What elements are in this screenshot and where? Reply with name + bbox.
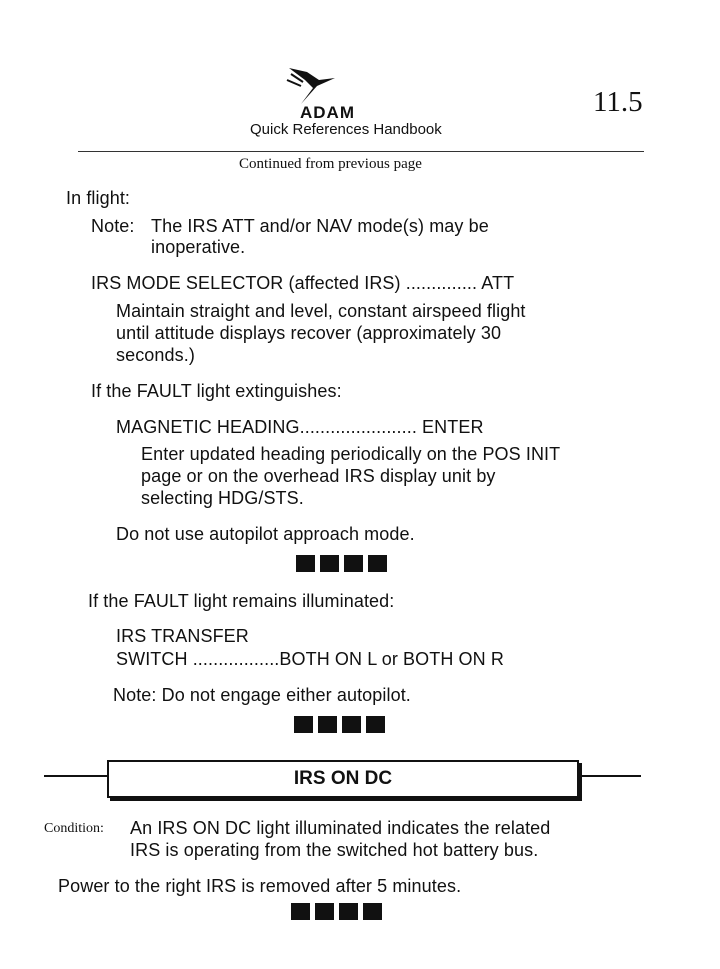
note-text-line2: inoperative. [151, 237, 246, 257]
power-removed-note: Power to the right IRS is removed after 5 minutes. [58, 876, 462, 896]
irs-on-dc-title: IRS ON DC [293, 768, 393, 789]
condition-line2: IRS is operating from the switched hot battery bus. [130, 840, 539, 860]
condition-label: Condition: [44, 821, 104, 836]
end-square [342, 716, 361, 733]
end-square [339, 903, 358, 920]
maintain-text-line1: Maintain straight and level, constant airspeed flight [116, 301, 526, 321]
enter-text-line3: selecting HDG/STS. [141, 488, 304, 508]
continued-from-previous: Continued from previous page [239, 156, 422, 172]
header-divider [78, 151, 644, 152]
end-square [368, 555, 387, 572]
end-marker-squares [294, 716, 385, 733]
condition-line1: An IRS ON DC light illuminated indicates the related [130, 818, 551, 838]
end-square [294, 716, 313, 733]
end-square [315, 903, 334, 920]
end-marker-squares [291, 903, 382, 920]
end-square [363, 903, 382, 920]
section-line-left [44, 775, 107, 777]
enter-text-line1: Enter updated heading periodically on the POS INIT [141, 444, 561, 464]
note-label: Note: [91, 216, 135, 236]
fault-extinguishes-heading: If the FAULT light extinguishes: [91, 381, 342, 401]
adam-bird-logo-icon [283, 66, 343, 108]
fault-illuminated-heading: If the FAULT light remains illuminated: [88, 591, 395, 611]
in-flight-heading: In flight: [66, 188, 131, 208]
irs-transfer-line1: IRS TRANSFER [116, 626, 249, 646]
irs-transfer-switch-step: SWITCH .................BOTH ON L or BOTH ON R [116, 649, 504, 669]
end-square [344, 555, 363, 572]
end-square [366, 716, 385, 733]
note-text-line1: The IRS ATT and/or NAV mode(s) may be [151, 216, 489, 236]
end-square [320, 555, 339, 572]
handbook-subtitle: Quick References Handbook [250, 121, 442, 138]
maintain-text-line2: until attitude displays recover (approximately 30 [116, 323, 502, 343]
end-square [291, 903, 310, 920]
enter-text-line2: page or on the overhead IRS display unit by [141, 466, 496, 486]
section-line-right [579, 775, 641, 777]
end-square [318, 716, 337, 733]
end-square [296, 555, 315, 572]
irs-on-dc-title-box [107, 760, 579, 798]
autopilot-engage-note: Note: Do not engage either autopilot. [113, 685, 411, 705]
end-marker-squares [296, 555, 387, 572]
maintain-text-line3: seconds.) [116, 345, 195, 365]
page-number: 11.5 [593, 86, 643, 118]
autopilot-approach-note: Do not use autopilot approach mode. [116, 524, 415, 544]
magnetic-heading-step: MAGNETIC HEADING....................... ENTER [116, 417, 484, 437]
irs-mode-selector-step: IRS MODE SELECTOR (affected IRS) .............. ATT [91, 273, 515, 293]
brand-name: ADAM [300, 103, 355, 122]
